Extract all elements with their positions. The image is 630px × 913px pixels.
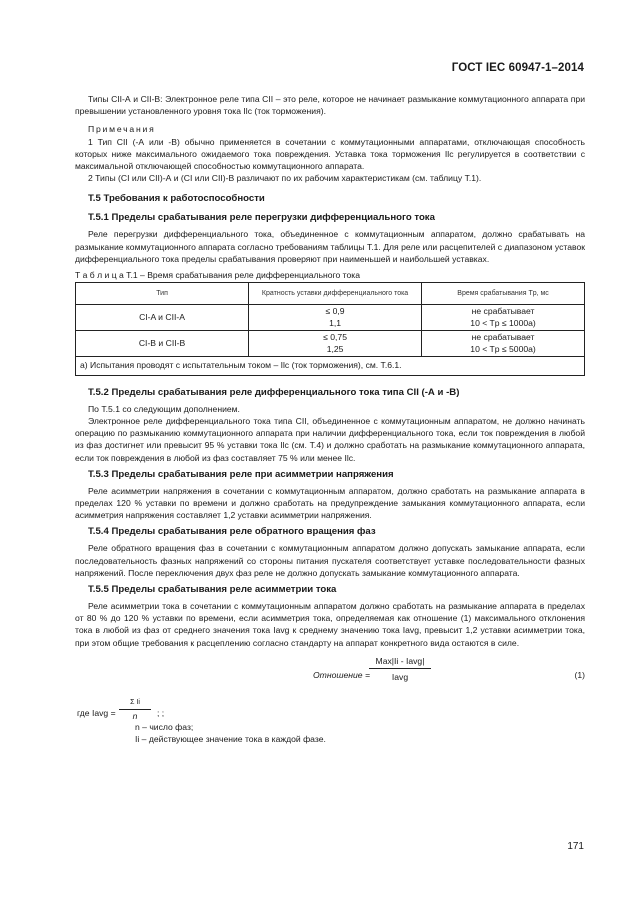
table-footnote: a) Испытания проводят с испытательным током – Ilc (ток торможения), см. Т.6.1.	[76, 357, 585, 376]
note-2: 2 Типы (CI или CII)-А и (CI или CII)-В различают по их рабочим характеристикам (см. таблицу Т.1).	[88, 173, 482, 184]
multiplicity-value-1: ≤ 0,75	[323, 332, 347, 343]
formula-numerator: Max|Ii - Iavg|	[369, 655, 431, 669]
where-lhs: Iavg =	[91, 707, 116, 718]
where-label	[77, 707, 116, 719]
table-header-type: Тип	[76, 283, 249, 305]
where-fraction	[119, 697, 151, 722]
time-value-1: не срабатывает	[471, 306, 535, 317]
table-row	[76, 305, 585, 331]
where-tail: ; ;	[157, 707, 165, 718]
time-value-2: 10 < Tp ≤ 1000a)	[470, 317, 536, 328]
where-denominator: n	[132, 710, 138, 721]
time-value-2: 10 < Tp ≤ 5000a)	[470, 343, 536, 354]
section-t53-text: Реле асимметрии напряжения в сочетании с коммутационным аппаратом, должно сработать на размыкание аппарата в пределах 120 % уставки по времени и должно сработать на предупреждение замыкания коммутационного аппарата, если асимметрия напряжения составляет 1,2 уставки асимметрии напряжения.	[75, 485, 585, 521]
definition-i: Ii – действующее значение тока в каждой фазе.	[135, 733, 326, 744]
section-t51-text: Реле перегрузки дифференциального тока, объединенное с коммутационным аппаратом, должно срабатывать на размыкание коммутационного аппарата согласно требованиям таблицы Т.1. Для реле или расцепителей с диапазоном уставок дифференциального тока пределы срабатывания проверяют при наименьшей и наибольшей уставках.	[75, 229, 585, 264]
table-cell-time	[422, 331, 585, 357]
formula-fraction	[369, 655, 431, 683]
table-cell-multiplicity	[249, 331, 422, 357]
formula-1	[75, 655, 585, 695]
table-cell-time	[422, 305, 585, 331]
time-value-1: не срабатывает	[471, 332, 535, 343]
table-cell-multiplicity	[249, 305, 422, 331]
multiplicity-value-2: 1,1	[329, 317, 342, 328]
standard-header: ГОСТ IEC 60947-1–2014	[451, 62, 584, 74]
table-t1	[75, 282, 585, 376]
formula-definitions	[75, 721, 585, 745]
section-t52-line: По Т.5.1 со следующим дополнением.	[88, 403, 240, 414]
page-number: 171	[567, 841, 584, 852]
table-cell-type: CI-A и CII-A	[76, 305, 249, 331]
section-t5-title: Т.5 Требования к работоспособности	[88, 193, 265, 205]
multiplicity-value-1: ≤ 0,9	[325, 306, 345, 317]
formula-label: Отношение =	[313, 669, 370, 680]
section-t54-text: Реле обратного вращения фаз в сочетании с коммутационным аппаратом должно допускать замыкание аппарата, если последовательность фазных напряжений со стороны питания пускателя соответствует уставке последовательности фазных напряжений. После переключения двух фаз реле не должно допускать замыкание коммутационного аппарата.	[75, 543, 585, 578]
section-t54-title: Т.5.4 Пределы срабатывания реле обратного вращения фаз	[88, 526, 376, 538]
table-header-multiplicity: Кратность уставки дифференциального тока	[249, 283, 422, 305]
formula-number: (1)	[574, 669, 585, 680]
formula-denominator: Iavg	[391, 671, 409, 682]
table-cell-type: CI-B и CII-B	[76, 331, 249, 357]
section-t55-text: Реле асимметрии тока в сочетании с коммутационным аппаратом должно сработать на размыкание аппарата в пределах от 80 % до 120 % уставки по времени, если асимметрия тока, определяемая как отношение (1) максимального отклонения тока в любой из фаз от среднего значения тока Iavg к среднему значению тока Iavg, превысит 1,2 уставки асимметрии тока, при этом общие требования к расцеплению согласно стандарту на аппарат конкретного вида остаются в силе.	[75, 600, 585, 648]
table-header-row	[76, 283, 585, 305]
section-t52-text: Электронное реле дифференциального тока типа CII, объединенное с коммутационным аппаратом, не должно начинать операцию по размыканию коммутационного аппарата при наличии дифференциального тока, если ток повреждения в любой из фаз достигнет или превысит 95 % уставки тока Ilc (см. Т.4) и должно сработать на размыкание коммутационного аппарата, если ток повреждения в любой из фаз составляет 75 % или менее Ilc.	[75, 415, 585, 463]
where-word: где	[77, 707, 90, 718]
section-t52-title: Т.5.2 Пределы срабатывания реле дифференциального тока типа CII (-А и -В)	[88, 386, 460, 398]
table-footnote-row	[76, 357, 585, 376]
definition-n: n – число фаз;	[135, 721, 194, 732]
table-header-time: Время срабатывания Tp, мс	[422, 283, 585, 305]
formula-where	[75, 697, 585, 721]
multiplicity-value-2: 1,25	[326, 343, 344, 354]
note-1: 1 Тип CII (-А или -В) обычно применяется в сочетании с коммутационными аппаратами, отключающая способность которых ниже максимального ожидаемого тока повреждения. Уставка тока торможения Ilc регулируется в соответствии с максимальной отключающей способностью коммутационного аппарата.	[75, 136, 585, 172]
where-numerator: Σ Ii	[119, 697, 151, 710]
table-row	[76, 331, 585, 357]
section-t51-title: Т.5.1 Пределы срабатывания реле перегрузки дифференциального тока	[88, 212, 435, 224]
table-caption: Т а б л и ц а Т.1 – Время срабатывания реле дифференциального тока	[75, 270, 361, 281]
section-t53-title: Т.5.3 Пределы срабатывания реле при асимметрии напряжения	[88, 468, 394, 480]
section-t55-title: Т.5.5 Пределы срабатывания реле асимметрии тока	[88, 583, 337, 595]
intro-paragraph: Типы CII-А и CII-В: Электронное реле типа CII – это реле, которое не начинает размыкание коммутационного аппарата при превышении установленного уровня тока Ilc (ток торможения).	[75, 94, 585, 117]
page-content	[75, 93, 585, 745]
notes-title: Примечания	[88, 124, 156, 135]
